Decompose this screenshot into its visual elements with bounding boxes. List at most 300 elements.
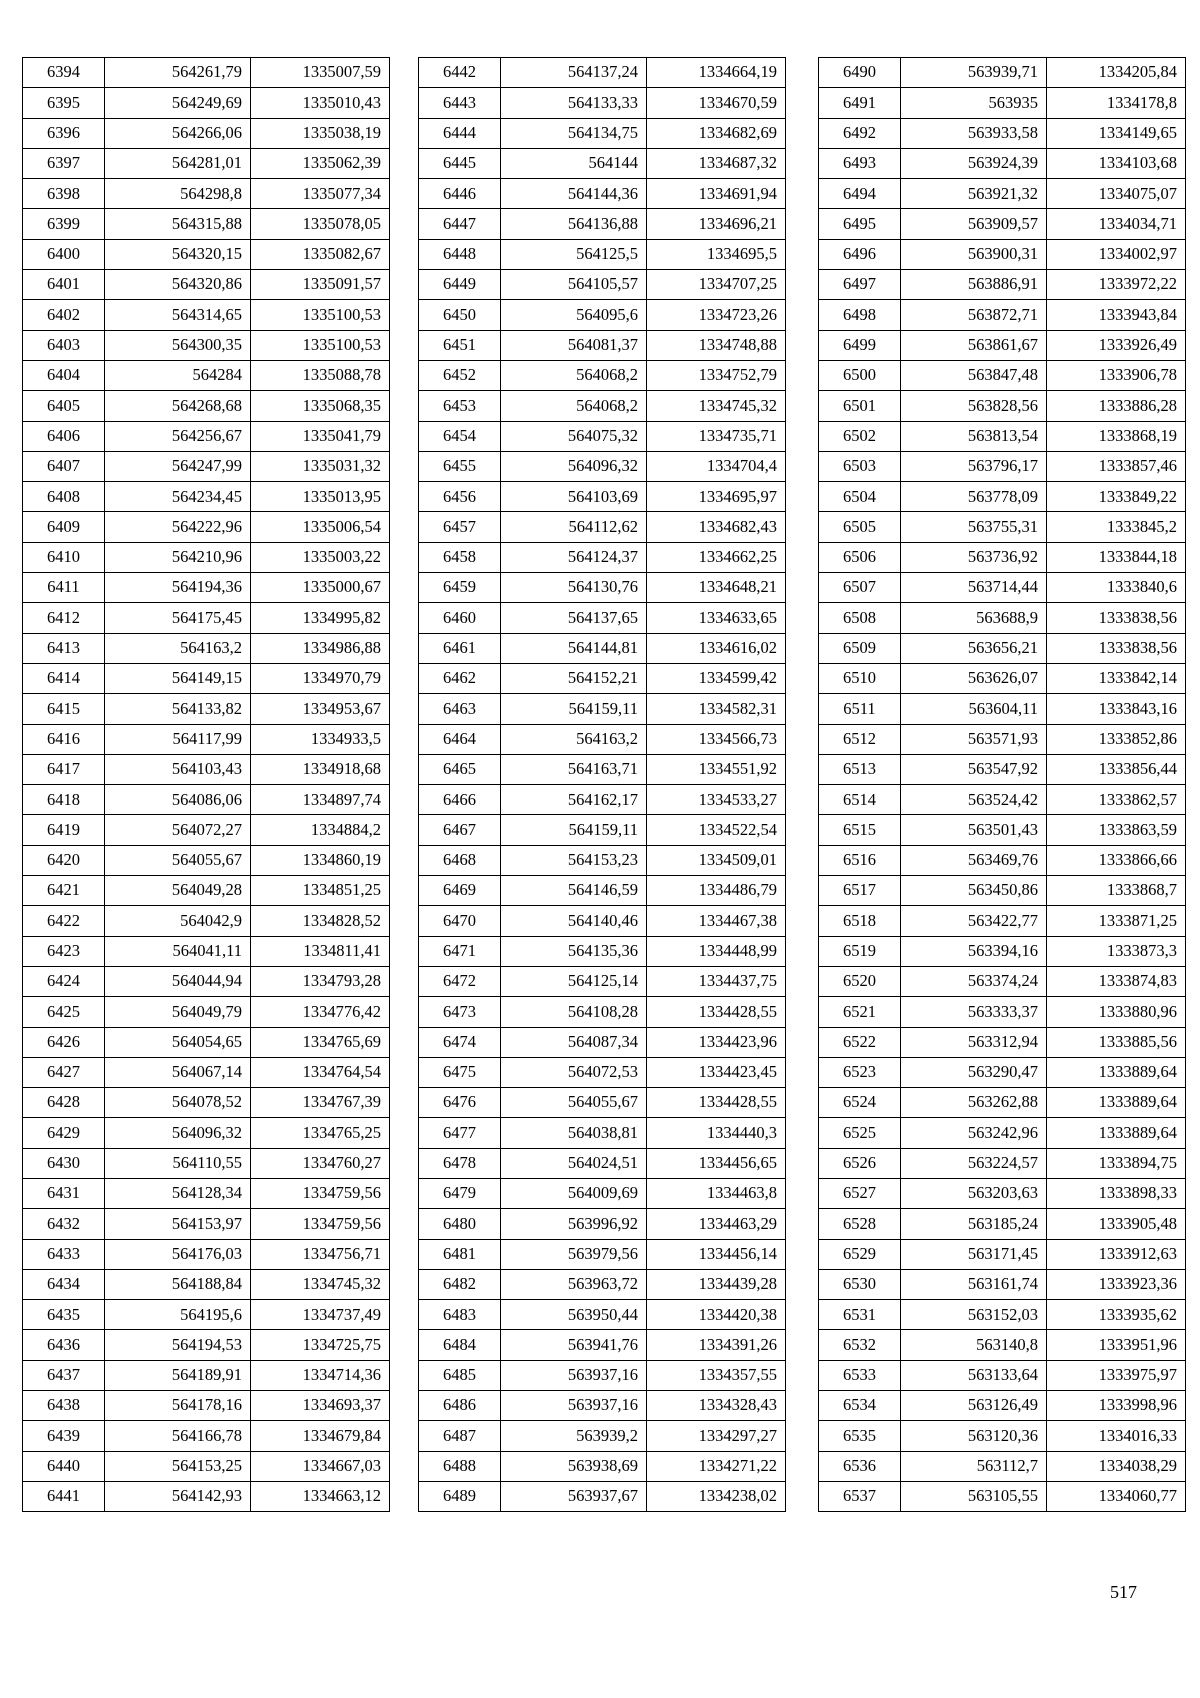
y-coordinate-cell: 1333871,25: [1047, 906, 1186, 936]
table-row: [23, 1481, 390, 1511]
table-row: [419, 451, 786, 481]
table-row: [819, 1239, 1186, 1269]
y-coordinate-cell: 1333885,56: [1047, 1027, 1186, 1057]
point-number-cell: 6417: [23, 754, 105, 784]
x-coordinate-cell: 564142,93: [105, 1481, 251, 1511]
point-number-cell: 6438: [23, 1391, 105, 1421]
x-coordinate-cell: 563937,16: [501, 1391, 647, 1421]
x-coordinate-cell: 563872,71: [901, 300, 1047, 330]
y-coordinate-cell: 1334745,32: [647, 391, 786, 421]
x-coordinate-cell: 564140,46: [501, 906, 647, 936]
point-number-cell: 6494: [819, 179, 901, 209]
x-coordinate-cell: 564110,55: [105, 1148, 251, 1178]
x-coordinate-cell: 563422,77: [901, 906, 1047, 936]
point-number-cell: 6440: [23, 1451, 105, 1481]
coordinate-table-1: [22, 57, 390, 1512]
x-coordinate-cell: 564320,86: [105, 270, 251, 300]
x-coordinate-cell: 563333,37: [901, 997, 1047, 1027]
y-coordinate-cell: 1333905,48: [1047, 1209, 1186, 1239]
point-number-cell: 6514: [819, 785, 901, 815]
x-coordinate-cell: 564314,65: [105, 300, 251, 330]
table-row: [819, 906, 1186, 936]
point-number-cell: 6421: [23, 876, 105, 906]
table-row: [23, 1269, 390, 1299]
point-number-cell: 6504: [819, 482, 901, 512]
y-coordinate-cell: 1334986,88: [251, 633, 390, 663]
table-row: [419, 270, 786, 300]
y-coordinate-cell: 1334682,69: [647, 118, 786, 148]
table-row: [419, 209, 786, 239]
x-coordinate-cell: 563171,45: [901, 1239, 1047, 1269]
table-row: [23, 1057, 390, 1087]
table-row: [819, 1148, 1186, 1178]
point-number-cell: 6488: [419, 1451, 501, 1481]
table-row: [819, 1088, 1186, 1118]
x-coordinate-cell: 564054,65: [105, 1027, 251, 1057]
x-coordinate-cell: 564117,99: [105, 724, 251, 754]
x-coordinate-cell: 564009,69: [501, 1178, 647, 1208]
table-row: [419, 997, 786, 1027]
table-row: [819, 815, 1186, 845]
table-row: [419, 482, 786, 512]
table-row: [23, 391, 390, 421]
x-coordinate-cell: 564222,96: [105, 512, 251, 542]
x-coordinate-cell: 563112,7: [901, 1451, 1047, 1481]
point-number-cell: 6532: [819, 1330, 901, 1360]
point-number-cell: 6452: [419, 360, 501, 390]
y-coordinate-cell: 1334428,55: [647, 1088, 786, 1118]
point-number-cell: 6466: [419, 785, 501, 815]
point-number-cell: 6396: [23, 118, 105, 148]
x-coordinate-cell: 564195,6: [105, 1300, 251, 1330]
point-number-cell: 6451: [419, 330, 501, 360]
point-number-cell: 6525: [819, 1118, 901, 1148]
point-number-cell: 6434: [23, 1269, 105, 1299]
point-number-cell: 6493: [819, 148, 901, 178]
x-coordinate-cell: 564133,82: [105, 694, 251, 724]
table-row: [419, 1239, 786, 1269]
table-row: [419, 1360, 786, 1390]
x-coordinate-cell: 564153,25: [105, 1451, 251, 1481]
table-row: [23, 270, 390, 300]
point-number-cell: 6495: [819, 209, 901, 239]
point-number-cell: 6521: [819, 997, 901, 1027]
table-row: [819, 876, 1186, 906]
point-number-cell: 6409: [23, 512, 105, 542]
table-row: [819, 1027, 1186, 1057]
y-coordinate-cell: 1334995,82: [251, 603, 390, 633]
table-row: [819, 936, 1186, 966]
y-coordinate-cell: 1333856,44: [1047, 754, 1186, 784]
point-number-cell: 6433: [23, 1239, 105, 1269]
x-coordinate-cell: 564125,14: [501, 966, 647, 996]
y-coordinate-cell: 1334704,4: [647, 451, 786, 481]
point-number-cell: 6449: [419, 270, 501, 300]
point-number-cell: 6443: [419, 88, 501, 118]
x-coordinate-cell: 564298,8: [105, 179, 251, 209]
table-row: [819, 88, 1186, 118]
x-coordinate-cell: 563224,57: [901, 1148, 1047, 1178]
point-number-cell: 6467: [419, 815, 501, 845]
table-row: [23, 1391, 390, 1421]
point-number-cell: 6437: [23, 1360, 105, 1390]
table-row: [819, 360, 1186, 390]
point-number-cell: 6394: [23, 58, 105, 88]
y-coordinate-cell: 1334679,84: [251, 1421, 390, 1451]
y-coordinate-cell: 1334723,26: [647, 300, 786, 330]
table-row: [419, 360, 786, 390]
y-coordinate-cell: 1335062,39: [251, 148, 390, 178]
point-number-cell: 6480: [419, 1209, 501, 1239]
y-coordinate-cell: 1334448,99: [647, 936, 786, 966]
table-row: [819, 1269, 1186, 1299]
table-row: [23, 148, 390, 178]
y-coordinate-cell: 1334551,92: [647, 754, 786, 784]
table-row: [419, 906, 786, 936]
point-number-cell: 6530: [819, 1269, 901, 1299]
x-coordinate-cell: 563813,54: [901, 421, 1047, 451]
point-number-cell: 6529: [819, 1239, 901, 1269]
x-coordinate-cell: 563921,32: [901, 179, 1047, 209]
coordinate-table-3: [818, 57, 1186, 1512]
point-number-cell: 6397: [23, 148, 105, 178]
y-coordinate-cell: 1334328,43: [647, 1391, 786, 1421]
y-coordinate-cell: 1333874,83: [1047, 966, 1186, 996]
y-coordinate-cell: 1334648,21: [647, 573, 786, 603]
table-row: [419, 815, 786, 845]
y-coordinate-cell: 1333843,16: [1047, 694, 1186, 724]
table-row: [819, 1421, 1186, 1451]
y-coordinate-cell: 1333926,49: [1047, 330, 1186, 360]
point-number-cell: 6510: [819, 663, 901, 693]
x-coordinate-cell: 564194,36: [105, 573, 251, 603]
y-coordinate-cell: 1334860,19: [251, 845, 390, 875]
x-coordinate-cell: 563394,16: [901, 936, 1047, 966]
point-number-cell: 6465: [419, 754, 501, 784]
point-number-cell: 6476: [419, 1088, 501, 1118]
point-number-cell: 6537: [819, 1481, 901, 1511]
point-number-cell: 6446: [419, 179, 501, 209]
x-coordinate-cell: 564078,52: [105, 1088, 251, 1118]
point-number-cell: 6454: [419, 421, 501, 451]
x-coordinate-cell: 564320,15: [105, 239, 251, 269]
x-coordinate-cell: 563939,71: [901, 58, 1047, 88]
point-number-cell: 6419: [23, 815, 105, 845]
table-row: [419, 421, 786, 451]
x-coordinate-cell: 564041,11: [105, 936, 251, 966]
table-row: [819, 300, 1186, 330]
x-coordinate-cell: 563656,21: [901, 633, 1047, 663]
table-row: [23, 936, 390, 966]
x-coordinate-cell: 564096,32: [105, 1118, 251, 1148]
y-coordinate-cell: 1333923,36: [1047, 1269, 1186, 1299]
y-coordinate-cell: 1334765,69: [251, 1027, 390, 1057]
y-coordinate-cell: 1335010,43: [251, 88, 390, 118]
table-row: [419, 118, 786, 148]
y-coordinate-cell: 1334428,55: [647, 997, 786, 1027]
point-number-cell: 6472: [419, 966, 501, 996]
x-coordinate-cell: 564133,33: [501, 88, 647, 118]
table-row: [819, 603, 1186, 633]
table-row: [23, 482, 390, 512]
y-coordinate-cell: 1334884,2: [251, 815, 390, 845]
point-number-cell: 6445: [419, 148, 501, 178]
x-coordinate-cell: 564152,21: [501, 663, 647, 693]
point-number-cell: 6428: [23, 1088, 105, 1118]
x-coordinate-cell: 564130,76: [501, 573, 647, 603]
table-row: [419, 724, 786, 754]
point-number-cell: 6518: [819, 906, 901, 936]
y-coordinate-cell: 1335003,22: [251, 542, 390, 572]
point-number-cell: 6506: [819, 542, 901, 572]
x-coordinate-cell: 563755,31: [901, 512, 1047, 542]
table-row: [819, 573, 1186, 603]
x-coordinate-cell: 564144,81: [501, 633, 647, 663]
table-row: [819, 421, 1186, 451]
y-coordinate-cell: 1334851,25: [251, 876, 390, 906]
point-number-cell: 6413: [23, 633, 105, 663]
x-coordinate-cell: 564266,06: [105, 118, 251, 148]
x-coordinate-cell: 563152,03: [901, 1300, 1047, 1330]
point-number-cell: 6492: [819, 118, 901, 148]
x-coordinate-cell: 564189,91: [105, 1360, 251, 1390]
point-number-cell: 6500: [819, 360, 901, 390]
point-number-cell: 6498: [819, 300, 901, 330]
table-row: [819, 997, 1186, 1027]
table-row: [819, 845, 1186, 875]
point-number-cell: 6499: [819, 330, 901, 360]
point-number-cell: 6469: [419, 876, 501, 906]
y-coordinate-cell: 1335000,67: [251, 573, 390, 603]
y-coordinate-cell: 1334599,42: [647, 663, 786, 693]
table-row: [419, 542, 786, 572]
x-coordinate-cell: 563886,91: [901, 270, 1047, 300]
x-coordinate-cell: 564024,51: [501, 1148, 647, 1178]
table-row: [819, 148, 1186, 178]
table-row: [819, 1481, 1186, 1511]
point-number-cell: 6519: [819, 936, 901, 966]
point-number-cell: 6527: [819, 1178, 901, 1208]
x-coordinate-cell: 564176,03: [105, 1239, 251, 1269]
y-coordinate-cell: 1333868,19: [1047, 421, 1186, 451]
point-number-cell: 6414: [23, 663, 105, 693]
point-number-cell: 6456: [419, 482, 501, 512]
y-coordinate-cell: 1333935,62: [1047, 1300, 1186, 1330]
y-coordinate-cell: 1334748,88: [647, 330, 786, 360]
x-coordinate-cell: 564188,84: [105, 1269, 251, 1299]
table-row: [419, 179, 786, 209]
y-coordinate-cell: 1333972,22: [1047, 270, 1186, 300]
y-coordinate-cell: 1333906,78: [1047, 360, 1186, 390]
x-coordinate-cell: 564086,06: [105, 785, 251, 815]
x-coordinate-cell: 563469,76: [901, 845, 1047, 875]
x-coordinate-cell: 564038,81: [501, 1118, 647, 1148]
x-coordinate-cell: 564144,36: [501, 179, 647, 209]
point-number-cell: 6423: [23, 936, 105, 966]
point-number-cell: 6515: [819, 815, 901, 845]
point-number-cell: 6399: [23, 209, 105, 239]
point-number-cell: 6400: [23, 239, 105, 269]
point-number-cell: 6509: [819, 633, 901, 663]
table-row: [23, 785, 390, 815]
point-number-cell: 6424: [23, 966, 105, 996]
y-coordinate-cell: 1334437,75: [647, 966, 786, 996]
table-row: [23, 300, 390, 330]
y-coordinate-cell: 1334765,25: [251, 1118, 390, 1148]
y-coordinate-cell: 1333894,75: [1047, 1148, 1186, 1178]
table-row: [419, 391, 786, 421]
table-row: [819, 724, 1186, 754]
table-row: [419, 300, 786, 330]
x-coordinate-cell: 564081,37: [501, 330, 647, 360]
coordinate-table-2: [418, 57, 786, 1512]
table-row: [819, 118, 1186, 148]
x-coordinate-cell: 563161,74: [901, 1269, 1047, 1299]
x-coordinate-cell: 563736,92: [901, 542, 1047, 572]
point-number-cell: 6474: [419, 1027, 501, 1057]
y-coordinate-cell: 1333866,66: [1047, 845, 1186, 875]
y-coordinate-cell: 1334737,49: [251, 1300, 390, 1330]
x-coordinate-cell: 564136,88: [501, 209, 647, 239]
x-coordinate-cell: 564075,32: [501, 421, 647, 451]
x-coordinate-cell: 563105,55: [901, 1481, 1047, 1511]
table-row: [23, 1421, 390, 1451]
table-row: [23, 360, 390, 390]
point-number-cell: 6406: [23, 421, 105, 451]
table-body: [819, 58, 1186, 1512]
x-coordinate-cell: 564249,69: [105, 88, 251, 118]
y-coordinate-cell: 1334953,67: [251, 694, 390, 724]
y-coordinate-cell: 1333880,96: [1047, 997, 1186, 1027]
x-coordinate-cell: 564210,96: [105, 542, 251, 572]
point-number-cell: 6427: [23, 1057, 105, 1087]
y-coordinate-cell: 1335078,05: [251, 209, 390, 239]
x-coordinate-cell: 564137,24: [501, 58, 647, 88]
point-number-cell: 6410: [23, 542, 105, 572]
y-coordinate-cell: 1334745,32: [251, 1269, 390, 1299]
x-coordinate-cell: 564108,28: [501, 997, 647, 1027]
point-number-cell: 6415: [23, 694, 105, 724]
table-row: [23, 573, 390, 603]
y-coordinate-cell: 1334566,73: [647, 724, 786, 754]
table-row: [419, 1300, 786, 1330]
point-number-cell: 6426: [23, 1027, 105, 1057]
x-coordinate-cell: 564105,57: [501, 270, 647, 300]
y-coordinate-cell: 1334533,27: [647, 785, 786, 815]
table-row: [819, 1391, 1186, 1421]
y-coordinate-cell: 1334616,02: [647, 633, 786, 663]
point-number-cell: 6411: [23, 573, 105, 603]
point-number-cell: 6439: [23, 1421, 105, 1451]
table-body: [23, 58, 390, 1512]
table-row: [819, 330, 1186, 360]
y-coordinate-cell: 1333873,3: [1047, 936, 1186, 966]
point-number-cell: 6402: [23, 300, 105, 330]
point-number-cell: 6441: [23, 1481, 105, 1511]
table-row: [23, 754, 390, 784]
y-coordinate-cell: 1333838,56: [1047, 633, 1186, 663]
point-number-cell: 6485: [419, 1360, 501, 1390]
y-coordinate-cell: 1333852,86: [1047, 724, 1186, 754]
y-coordinate-cell: 1334667,03: [251, 1451, 390, 1481]
x-coordinate-cell: 563571,93: [901, 724, 1047, 754]
point-number-cell: 6491: [819, 88, 901, 118]
table-row: [419, 330, 786, 360]
y-coordinate-cell: 1334075,07: [1047, 179, 1186, 209]
point-number-cell: 6430: [23, 1148, 105, 1178]
point-number-cell: 6526: [819, 1148, 901, 1178]
y-coordinate-cell: 1333842,14: [1047, 663, 1186, 693]
point-number-cell: 6458: [419, 542, 501, 572]
y-coordinate-cell: 1334463,8: [647, 1178, 786, 1208]
point-number-cell: 6418: [23, 785, 105, 815]
point-number-cell: 6479: [419, 1178, 501, 1208]
table-row: [419, 876, 786, 906]
y-coordinate-cell: 1334439,28: [647, 1269, 786, 1299]
x-coordinate-cell: 563604,11: [901, 694, 1047, 724]
table-row: [23, 845, 390, 875]
table-row: [419, 1057, 786, 1087]
x-coordinate-cell: 563242,96: [901, 1118, 1047, 1148]
y-coordinate-cell: 1334149,65: [1047, 118, 1186, 148]
x-coordinate-cell: 564095,6: [501, 300, 647, 330]
y-coordinate-cell: 1334691,94: [647, 179, 786, 209]
y-coordinate-cell: 1333863,59: [1047, 815, 1186, 845]
x-coordinate-cell: 564103,69: [501, 482, 647, 512]
x-coordinate-cell: 564281,01: [105, 148, 251, 178]
point-number-cell: 6435: [23, 1300, 105, 1330]
x-coordinate-cell: 563262,88: [901, 1088, 1047, 1118]
x-coordinate-cell: 563939,2: [501, 1421, 647, 1451]
y-coordinate-cell: 1333912,63: [1047, 1239, 1186, 1269]
table-row: [819, 694, 1186, 724]
table-row: [819, 663, 1186, 693]
y-coordinate-cell: 1335082,67: [251, 239, 390, 269]
y-coordinate-cell: 1333975,97: [1047, 1360, 1186, 1390]
x-coordinate-cell: 564163,2: [501, 724, 647, 754]
y-coordinate-cell: 1334776,42: [251, 997, 390, 1027]
table-row: [819, 270, 1186, 300]
x-coordinate-cell: 564144: [501, 148, 647, 178]
x-coordinate-cell: 564163,71: [501, 754, 647, 784]
y-coordinate-cell: 1334735,71: [647, 421, 786, 451]
x-coordinate-cell: 564135,36: [501, 936, 647, 966]
x-coordinate-cell: 563688,9: [901, 603, 1047, 633]
y-coordinate-cell: 1334357,55: [647, 1360, 786, 1390]
x-coordinate-cell: 563185,24: [901, 1209, 1047, 1239]
table-row: [23, 118, 390, 148]
point-number-cell: 6450: [419, 300, 501, 330]
y-coordinate-cell: 1335041,79: [251, 421, 390, 451]
x-coordinate-cell: 564146,59: [501, 876, 647, 906]
y-coordinate-cell: 1334662,25: [647, 542, 786, 572]
x-coordinate-cell: 563861,67: [901, 330, 1047, 360]
table-row: [23, 1360, 390, 1390]
y-coordinate-cell: 1333838,56: [1047, 603, 1186, 633]
table-row: [819, 1118, 1186, 1148]
table-row: [419, 966, 786, 996]
x-coordinate-cell: 563133,64: [901, 1360, 1047, 1390]
y-coordinate-cell: 1334970,79: [251, 663, 390, 693]
y-coordinate-cell: 1334582,31: [647, 694, 786, 724]
x-coordinate-cell: 563924,39: [901, 148, 1047, 178]
y-coordinate-cell: 1334423,45: [647, 1057, 786, 1087]
table-row: [419, 1088, 786, 1118]
y-coordinate-cell: 1333889,64: [1047, 1088, 1186, 1118]
x-coordinate-cell: 564128,34: [105, 1178, 251, 1208]
table-row: [23, 239, 390, 269]
y-coordinate-cell: 1334456,14: [647, 1239, 786, 1269]
